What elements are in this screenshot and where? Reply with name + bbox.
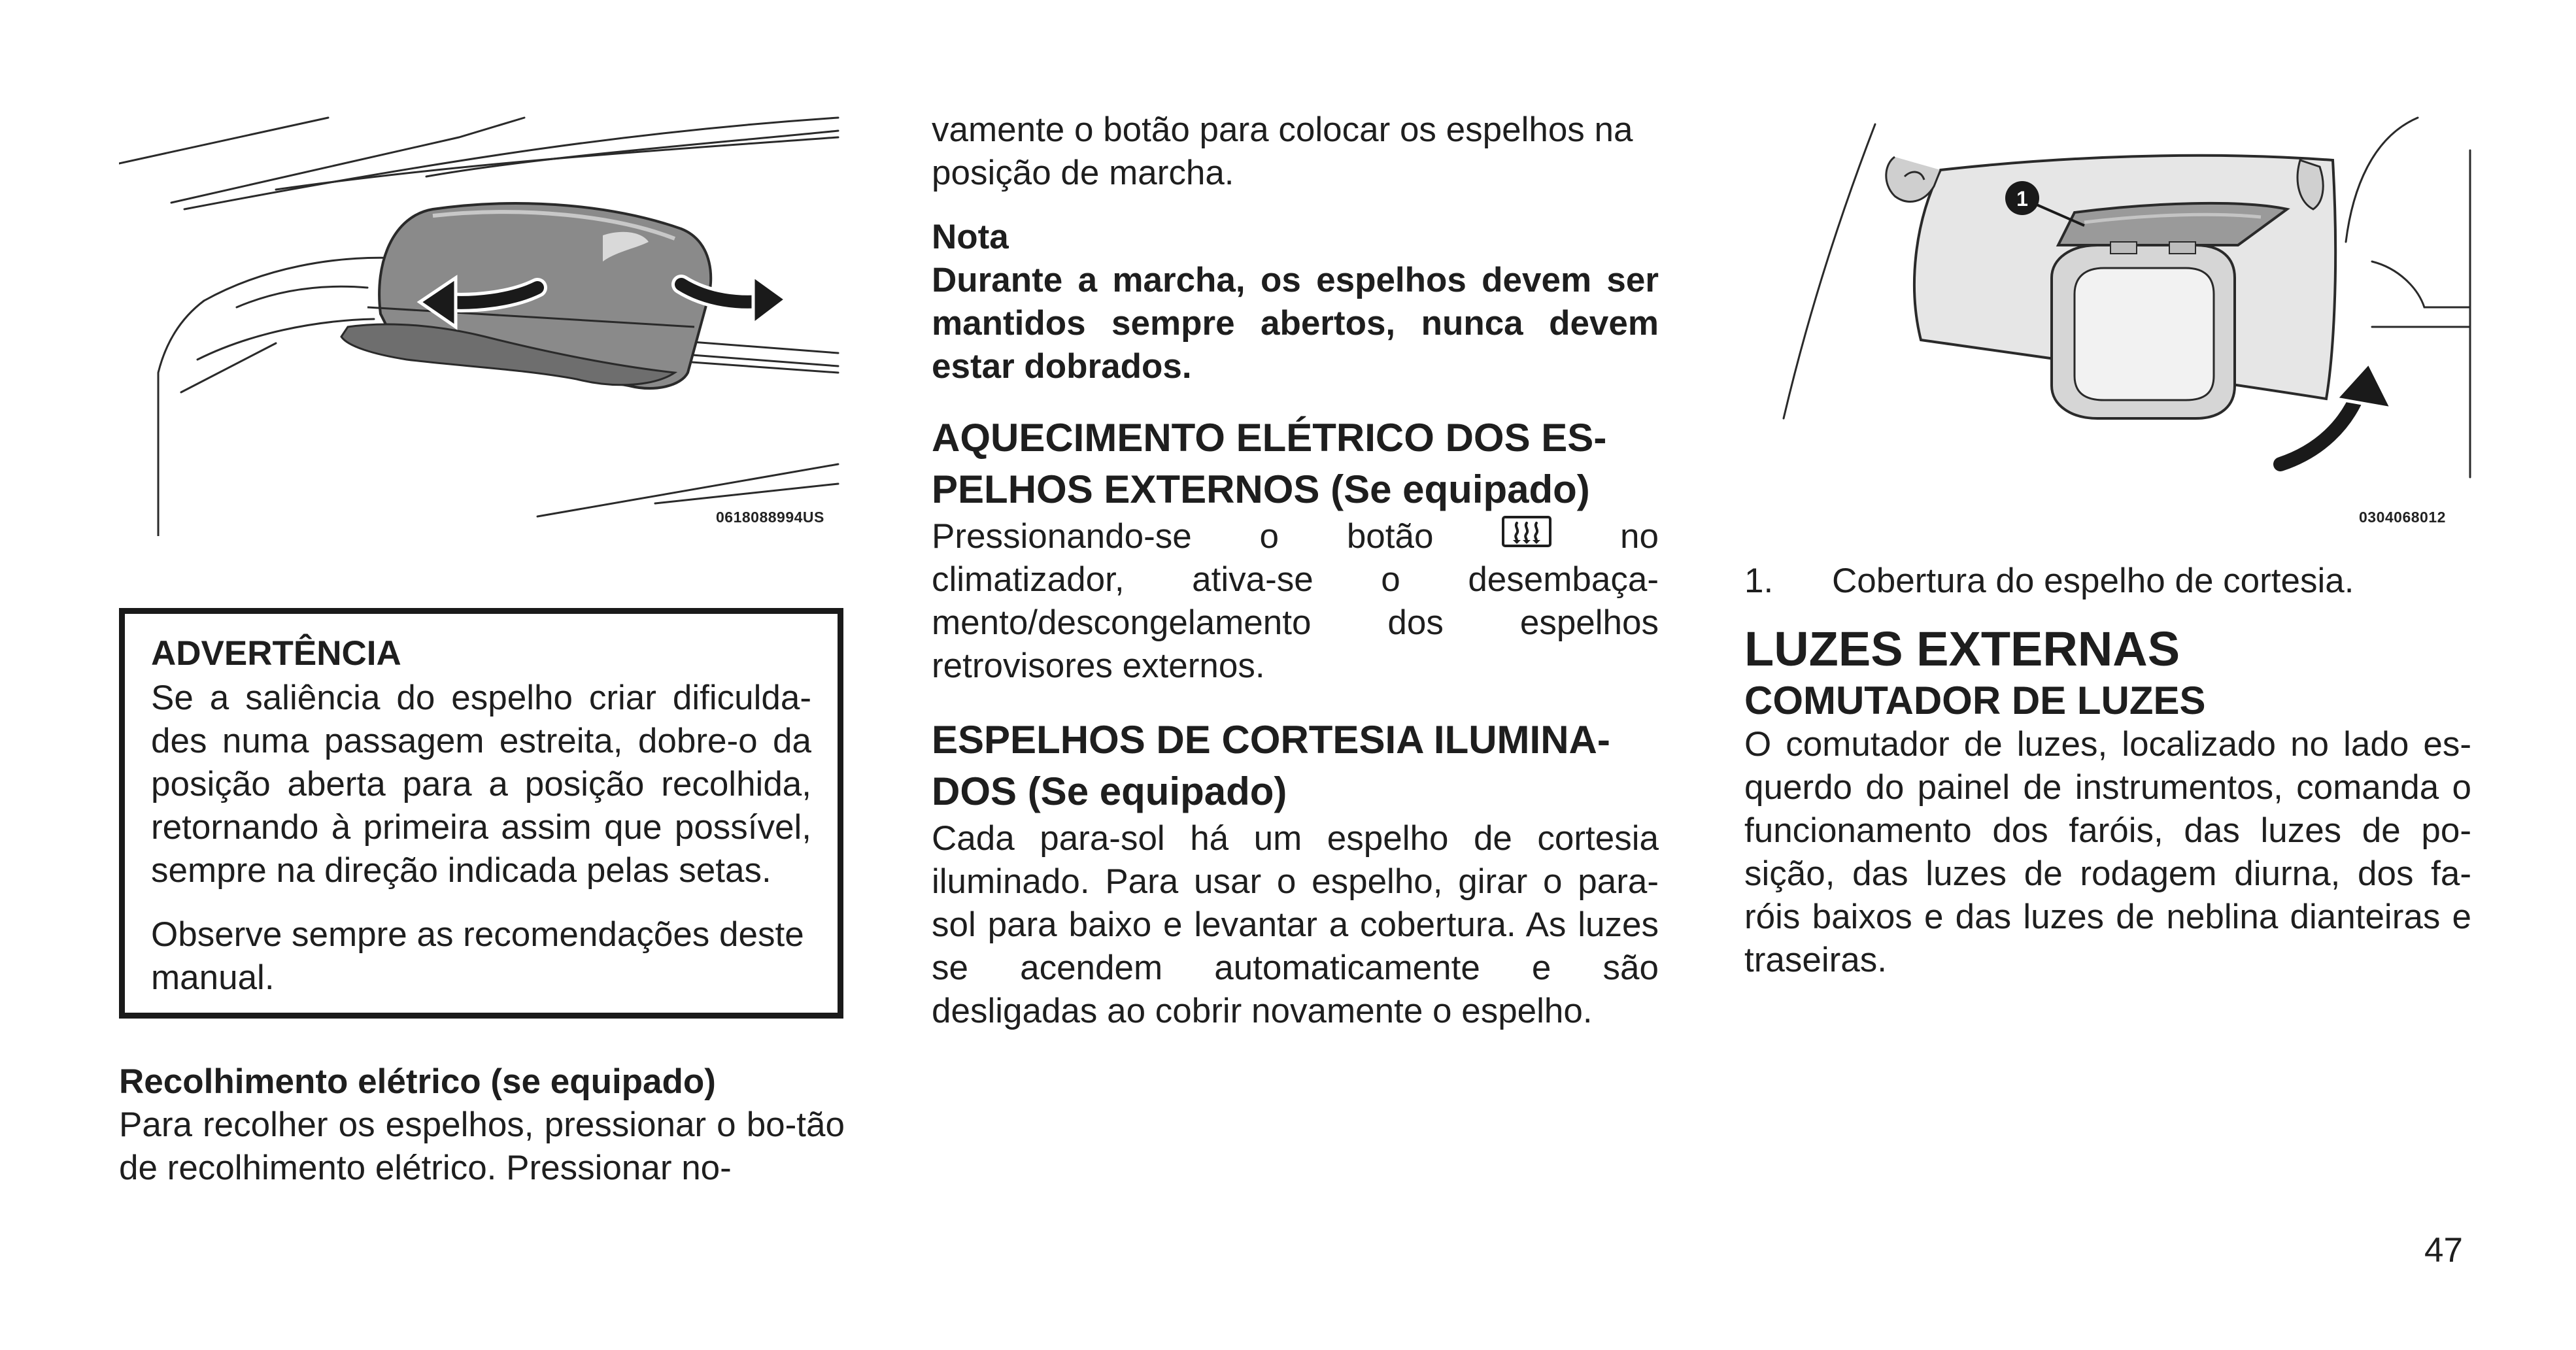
figure-code: 0304068012: [2359, 509, 2446, 526]
heated-mirrors-title-line2: PELHOS EXTERNOS (Se equipado): [932, 467, 1590, 511]
vanity-mirrors-title-line1: ESPELHOS DE CORTESIA ILUMINA-: [932, 718, 1610, 762]
exterior-lights-text: O comutador de luzes, localizado no lado es-querdo do painel de instrumentos, comanda o funcionamento dos faróis, das luzes de po-sição, das luzes de rodagem diurna, dos fa-róis baixos e das luzes de neblina dianteiras e traseiras.: [1744, 725, 2471, 979]
heated-mirrors-title: [932, 412, 1659, 515]
vanity-mirrors-text: Cada para-sol há um espelho de cortesia iluminado. Para usar o espelho, girar o para-sol para baixo e levantar a cobertura. As luzes se acendem automaticamente e são desligadas ao cobrir novamente o espelho.: [932, 819, 1659, 1030]
mirror-folding-illustration: [119, 111, 845, 536]
figure-caption: [1744, 560, 2471, 603]
figure-code: 0618088994US: [716, 509, 824, 526]
heated-mirrors-word: no: [1620, 517, 1659, 556]
warning-box: [119, 608, 843, 1019]
note-text: Durante a marcha, os espelhos devem ser mantidos sempre abertos, nunca devem estar dobrados.: [932, 261, 1659, 386]
vanity-mirrors-title-line2: DOS (Se equipado): [932, 769, 1287, 813]
heated-mirrors-line1: [932, 515, 1659, 558]
warning-title: ADVERTÊNCIA: [151, 634, 401, 673]
note-label: Nota: [932, 218, 1009, 256]
visor-callout: 1: [2016, 187, 2028, 211]
heated-mirrors-title-line1: AQUECIMENTO ELÉTRICO DOS ES-: [932, 416, 1607, 460]
sun-visor-illustration: [1744, 111, 2471, 536]
warning-note: Observe sempre as recomendações deste manual.: [151, 915, 804, 997]
rear-defrost-icon: [1501, 515, 1552, 548]
heated-mirrors-word: botão: [1346, 517, 1434, 556]
vanity-mirrors-title: [932, 714, 1659, 817]
heated-mirrors-word: o: [1259, 517, 1280, 556]
heated-mirrors-text: climatizador, ativa-se o desembaça-mento/descongelamento dos espelhos retrovisores externos.: [932, 560, 1659, 685]
heated-mirrors-word: Pressionando-se: [932, 517, 1192, 556]
folding-title: Recolhimento elétrico (se equipado): [119, 1062, 716, 1101]
folding-text: Para recolher os espelhos, pressionar o bo-tão de recolhimento elétrico. Pressionar no-: [119, 1105, 845, 1187]
light-switch-subtitle: COMUTADOR DE LUZES: [1744, 679, 2206, 722]
page-number: 47: [2424, 1231, 2463, 1270]
exterior-lights-title: LUZES EXTERNAS: [1744, 622, 2180, 676]
caption-text: Cobertura do espelho de cortesia.: [1832, 562, 2354, 600]
warning-text: Se a saliência do espelho criar dificulda-des numa passagem estreita, dobre-o da posição aberta para a posição recolhida, retornando à primeira assim que possível, sempre na direção indicada pelas setas.: [151, 679, 811, 890]
folding-continuation: vamente o botão para colocar os espelhos na posição de marcha.: [932, 110, 1633, 192]
caption-number: 1.: [1744, 562, 1774, 600]
